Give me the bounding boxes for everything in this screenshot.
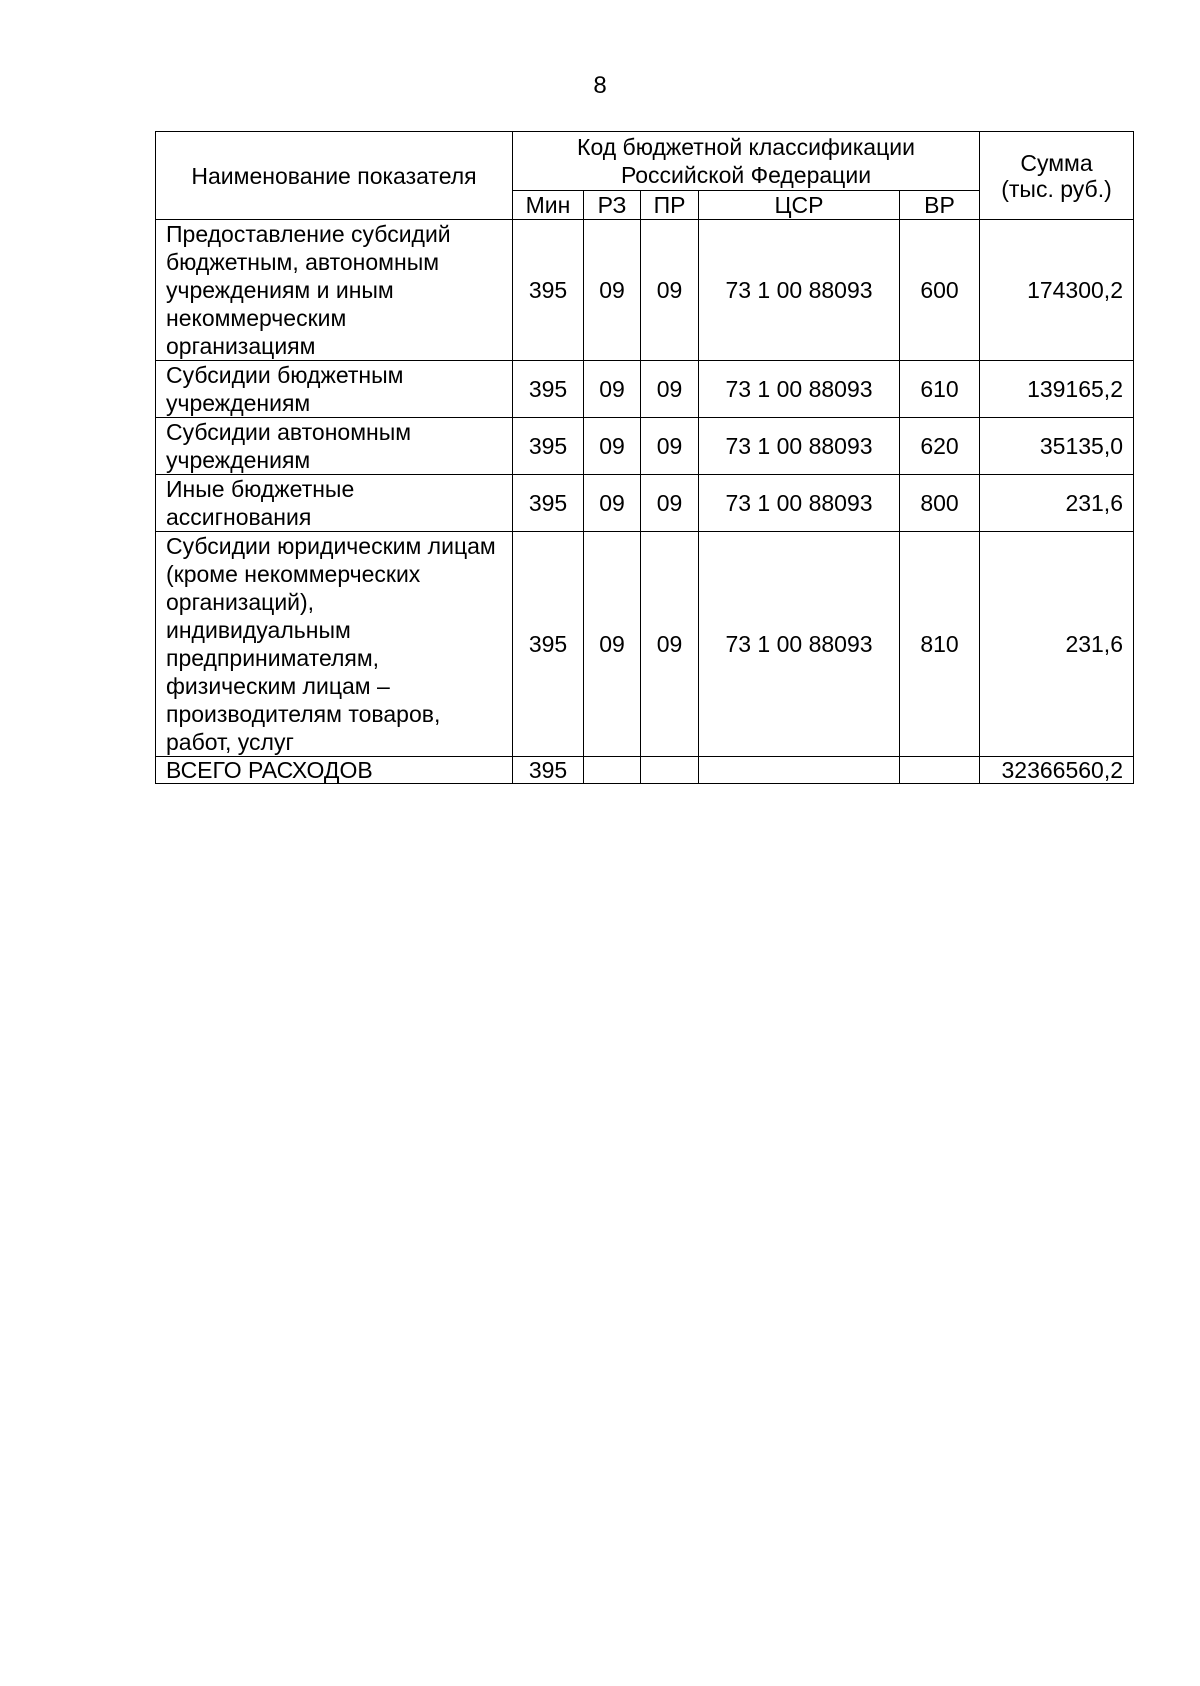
row-min: 395 [513, 220, 584, 361]
table-row [156, 361, 1134, 418]
row-vr: 610 [900, 361, 980, 418]
row-pr: 09 [641, 361, 699, 418]
page-number: 8 [593, 72, 607, 99]
header-sum [980, 132, 1134, 220]
row-min: 395 [513, 532, 584, 757]
total-name: ВСЕГО РАСХОДОВ [156, 757, 513, 784]
header-sum-line2: (тыс. руб.) [1001, 175, 1112, 202]
header-pr: ПР [641, 191, 699, 220]
row-csr: 73 1 00 88093 [699, 220, 900, 361]
table-header [156, 132, 1134, 220]
row-rz: 09 [584, 418, 641, 475]
row-pr: 09 [641, 418, 699, 475]
row-pr: 09 [641, 475, 699, 532]
row-vr: 600 [900, 220, 980, 361]
row-csr: 73 1 00 88093 [699, 361, 900, 418]
row-rz: 09 [584, 475, 641, 532]
row-sum: 139165,2 [980, 361, 1134, 418]
row-rz: 09 [584, 361, 641, 418]
total-min: 395 [513, 757, 584, 784]
row-pr: 09 [641, 220, 699, 361]
total-csr [699, 757, 900, 784]
header-code-line1: Код бюджетной классификации [577, 134, 915, 160]
row-csr: 73 1 00 88093 [699, 418, 900, 475]
budget-table [155, 131, 1134, 784]
row-csr: 73 1 00 88093 [699, 532, 900, 757]
total-rz [584, 757, 641, 784]
total-pr [641, 757, 699, 784]
row-vr: 620 [900, 418, 980, 475]
header-rz: РЗ [584, 191, 641, 220]
header-code [513, 132, 980, 191]
table-body [156, 220, 1134, 784]
total-row [156, 757, 1134, 784]
row-sum: 174300,2 [980, 220, 1134, 361]
row-name: Субсидии бюджетным учреждениям [156, 361, 513, 418]
row-vr: 800 [900, 475, 980, 532]
row-pr: 09 [641, 532, 699, 757]
table-row [156, 475, 1134, 532]
row-sum: 231,6 [980, 532, 1134, 757]
row-name: Субсидии автономным учреждениям [156, 418, 513, 475]
row-name: Предоставление субсидий бюджетным, автономным учреждениям и иным некоммерческим организациям [156, 220, 513, 361]
table-row [156, 532, 1134, 757]
row-csr: 73 1 00 88093 [699, 475, 900, 532]
row-rz: 09 [584, 220, 641, 361]
row-sum: 35135,0 [980, 418, 1134, 475]
row-vr: 810 [900, 532, 980, 757]
table-row [156, 220, 1134, 361]
row-name: Иные бюджетные ассигнования [156, 475, 513, 532]
total-vr [900, 757, 980, 784]
header-name: Наименование показателя [156, 132, 513, 220]
row-min: 395 [513, 475, 584, 532]
header-csr: ЦСР [699, 191, 900, 220]
header-min: Мин [513, 191, 584, 220]
header-code-line2: Российской Федерации [620, 162, 872, 188]
row-sum: 231,6 [980, 475, 1134, 532]
header-vr: ВР [900, 191, 980, 220]
row-rz: 09 [584, 532, 641, 757]
table-row [156, 418, 1134, 475]
header-sum-line1: Сумма [1020, 149, 1093, 176]
total-sum: 32366560,2 [980, 757, 1134, 784]
row-min: 395 [513, 361, 584, 418]
row-name: Субсидии юридическим лицам (кроме некоммерческих организаций), индивидуальным предпринимателям, физическим лицам – производителям товаров, работ, услуг [156, 532, 513, 757]
row-min: 395 [513, 418, 584, 475]
